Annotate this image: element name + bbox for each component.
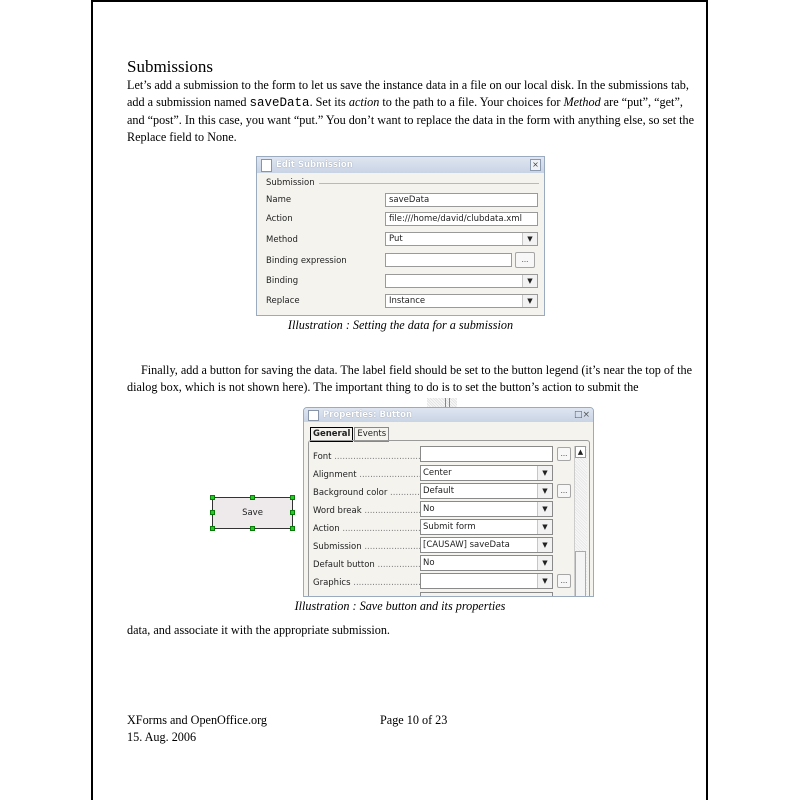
font-field[interactable] bbox=[420, 446, 553, 462]
method-value: Put bbox=[389, 234, 403, 244]
alignment-value: Center bbox=[423, 468, 452, 478]
edit-submission-dialog bbox=[256, 156, 545, 316]
default-button-value: No bbox=[423, 558, 435, 568]
caption-edit-submission: Illustration : Setting the data for a submission bbox=[287, 318, 514, 332]
chevron-down-icon[interactable]: ▼ bbox=[537, 466, 552, 480]
chevron-down-icon[interactable]: ▼ bbox=[537, 556, 552, 570]
replace-value: Instance bbox=[389, 296, 426, 306]
chevron-down-icon[interactable]: ▼ bbox=[537, 502, 552, 516]
selection-handle[interactable] bbox=[210, 510, 215, 515]
submission-select[interactable] bbox=[420, 537, 553, 553]
dialog-title: Properties: Button bbox=[323, 410, 413, 420]
decorative-marker bbox=[427, 398, 457, 407]
divider bbox=[319, 183, 539, 184]
word-break-select[interactable] bbox=[420, 501, 553, 517]
group-label: Submission bbox=[266, 178, 315, 188]
emphasis-action: action bbox=[348, 95, 380, 109]
selection-handle[interactable] bbox=[290, 510, 295, 515]
dialog-titlebar bbox=[257, 157, 544, 173]
action-label: Action bbox=[266, 214, 293, 224]
footer-page-number: Page 10 of 23 bbox=[380, 713, 448, 727]
chevron-down-icon[interactable]: ▼ bbox=[537, 520, 552, 534]
method-select[interactable] bbox=[385, 232, 538, 246]
selection-handle[interactable] bbox=[210, 495, 215, 500]
caption-save-button: Illustration : Save button and its properties bbox=[294, 599, 506, 613]
scrollbar-thumb[interactable] bbox=[575, 551, 586, 597]
dialog-title: Edit Submission bbox=[276, 160, 353, 170]
scroll-up-icon[interactable]: ▲ bbox=[575, 446, 586, 458]
replace-label: Replace bbox=[266, 296, 300, 306]
text: Let’s add a submission to the form to let us save the instance data in a file on our local disk. In the submissions tab, add a submission named bbox=[127, 78, 689, 109]
chevron-down-icon[interactable]: ▼ bbox=[522, 295, 537, 307]
selection-handle[interactable] bbox=[250, 495, 255, 500]
binding-label: Binding bbox=[266, 276, 299, 286]
binding-expression-field[interactable] bbox=[385, 253, 512, 267]
background-color-browse-button[interactable]: ... bbox=[557, 484, 571, 498]
document-icon bbox=[261, 159, 272, 172]
chevron-down-icon[interactable]: ▼ bbox=[537, 484, 552, 498]
alignment-label: Alignment ..... bbox=[313, 470, 421, 480]
chevron-down-icon[interactable]: ▼ bbox=[522, 233, 537, 245]
paragraph-intro bbox=[127, 77, 697, 146]
word-break-value: No bbox=[423, 504, 435, 514]
name-field[interactable]: saveData bbox=[385, 193, 538, 207]
next-row-field[interactable] bbox=[420, 592, 553, 597]
default-button-label: Default button ..... bbox=[313, 560, 421, 570]
window-buttons[interactable]: □× bbox=[573, 410, 590, 420]
text: are “put”, “get”, and “post”. In this case, you want “put.” You don’t want to replace the data in the form with anything else, so set the Replace field to None. bbox=[127, 95, 695, 144]
method-label: Method bbox=[266, 235, 298, 245]
binding-expression-browse-button[interactable]: ... bbox=[515, 252, 535, 268]
action-field[interactable]: file:///home/david/clubdata.xml bbox=[385, 212, 538, 226]
binding-select[interactable] bbox=[385, 274, 538, 288]
scrollbar[interactable] bbox=[574, 446, 587, 597]
replace-select[interactable] bbox=[385, 294, 538, 308]
submission-value: [CAUSAW] saveData bbox=[423, 540, 510, 550]
text: to the path to a file. Your choices for bbox=[379, 95, 564, 109]
name-label: Name bbox=[266, 195, 292, 205]
dialog-titlebar bbox=[304, 408, 593, 422]
font-browse-button[interactable]: ... bbox=[557, 447, 571, 461]
binding-expression-label: Binding expression bbox=[266, 256, 347, 266]
graphics-browse-button[interactable]: ... bbox=[557, 574, 571, 588]
action-value: Submit form bbox=[423, 522, 476, 532]
graphics-label: Graphics ..... bbox=[313, 578, 421, 588]
default-button-select[interactable] bbox=[420, 555, 553, 571]
background-color-value: Default bbox=[423, 486, 455, 496]
graphics-select[interactable] bbox=[420, 573, 553, 589]
chevron-down-icon[interactable]: ▼ bbox=[537, 574, 552, 588]
selection-handle[interactable] bbox=[210, 526, 215, 531]
document-icon bbox=[308, 410, 319, 421]
action-select[interactable] bbox=[420, 519, 553, 535]
alignment-select[interactable] bbox=[420, 465, 553, 481]
code-savedata: saveData bbox=[249, 96, 310, 110]
save-button-control[interactable]: Save bbox=[212, 497, 293, 529]
selection-handle[interactable] bbox=[290, 495, 295, 500]
section-heading: Submissions bbox=[127, 57, 213, 76]
close-icon[interactable]: × bbox=[530, 159, 541, 171]
background-color-label: Background color ..... bbox=[313, 488, 421, 498]
background-color-select[interactable] bbox=[420, 483, 553, 499]
submission-label: Submission ..... bbox=[313, 542, 421, 552]
action-label: Action ..... bbox=[313, 524, 421, 534]
tab-general[interactable]: General bbox=[310, 427, 353, 442]
footer-date: 15. Aug. 2006 bbox=[127, 730, 197, 744]
footer-doc-title: XForms and OpenOffice.org bbox=[127, 713, 268, 727]
word-break-label: Word break ..... bbox=[313, 506, 421, 516]
chevron-down-icon[interactable]: ▼ bbox=[522, 275, 537, 287]
tab-events[interactable]: Events bbox=[354, 427, 389, 442]
font-label: Font ..... bbox=[313, 452, 421, 462]
selection-handle[interactable] bbox=[250, 526, 255, 531]
paragraph-button: Finally, add a button for saving the data. The label field should be set to the button legend (it’s near the top of the dialog box, which is not shown here). The important thing to do is to set the button’s action to submit the bbox=[127, 363, 693, 394]
text: . Set its bbox=[309, 95, 349, 109]
paragraph-associate: data, and associate it with the appropriate submission. bbox=[127, 623, 390, 637]
properties-button-dialog bbox=[303, 407, 594, 597]
selection-handle[interactable] bbox=[290, 526, 295, 531]
emphasis-method: Method bbox=[563, 95, 601, 109]
chevron-down-icon[interactable]: ▼ bbox=[537, 538, 552, 552]
